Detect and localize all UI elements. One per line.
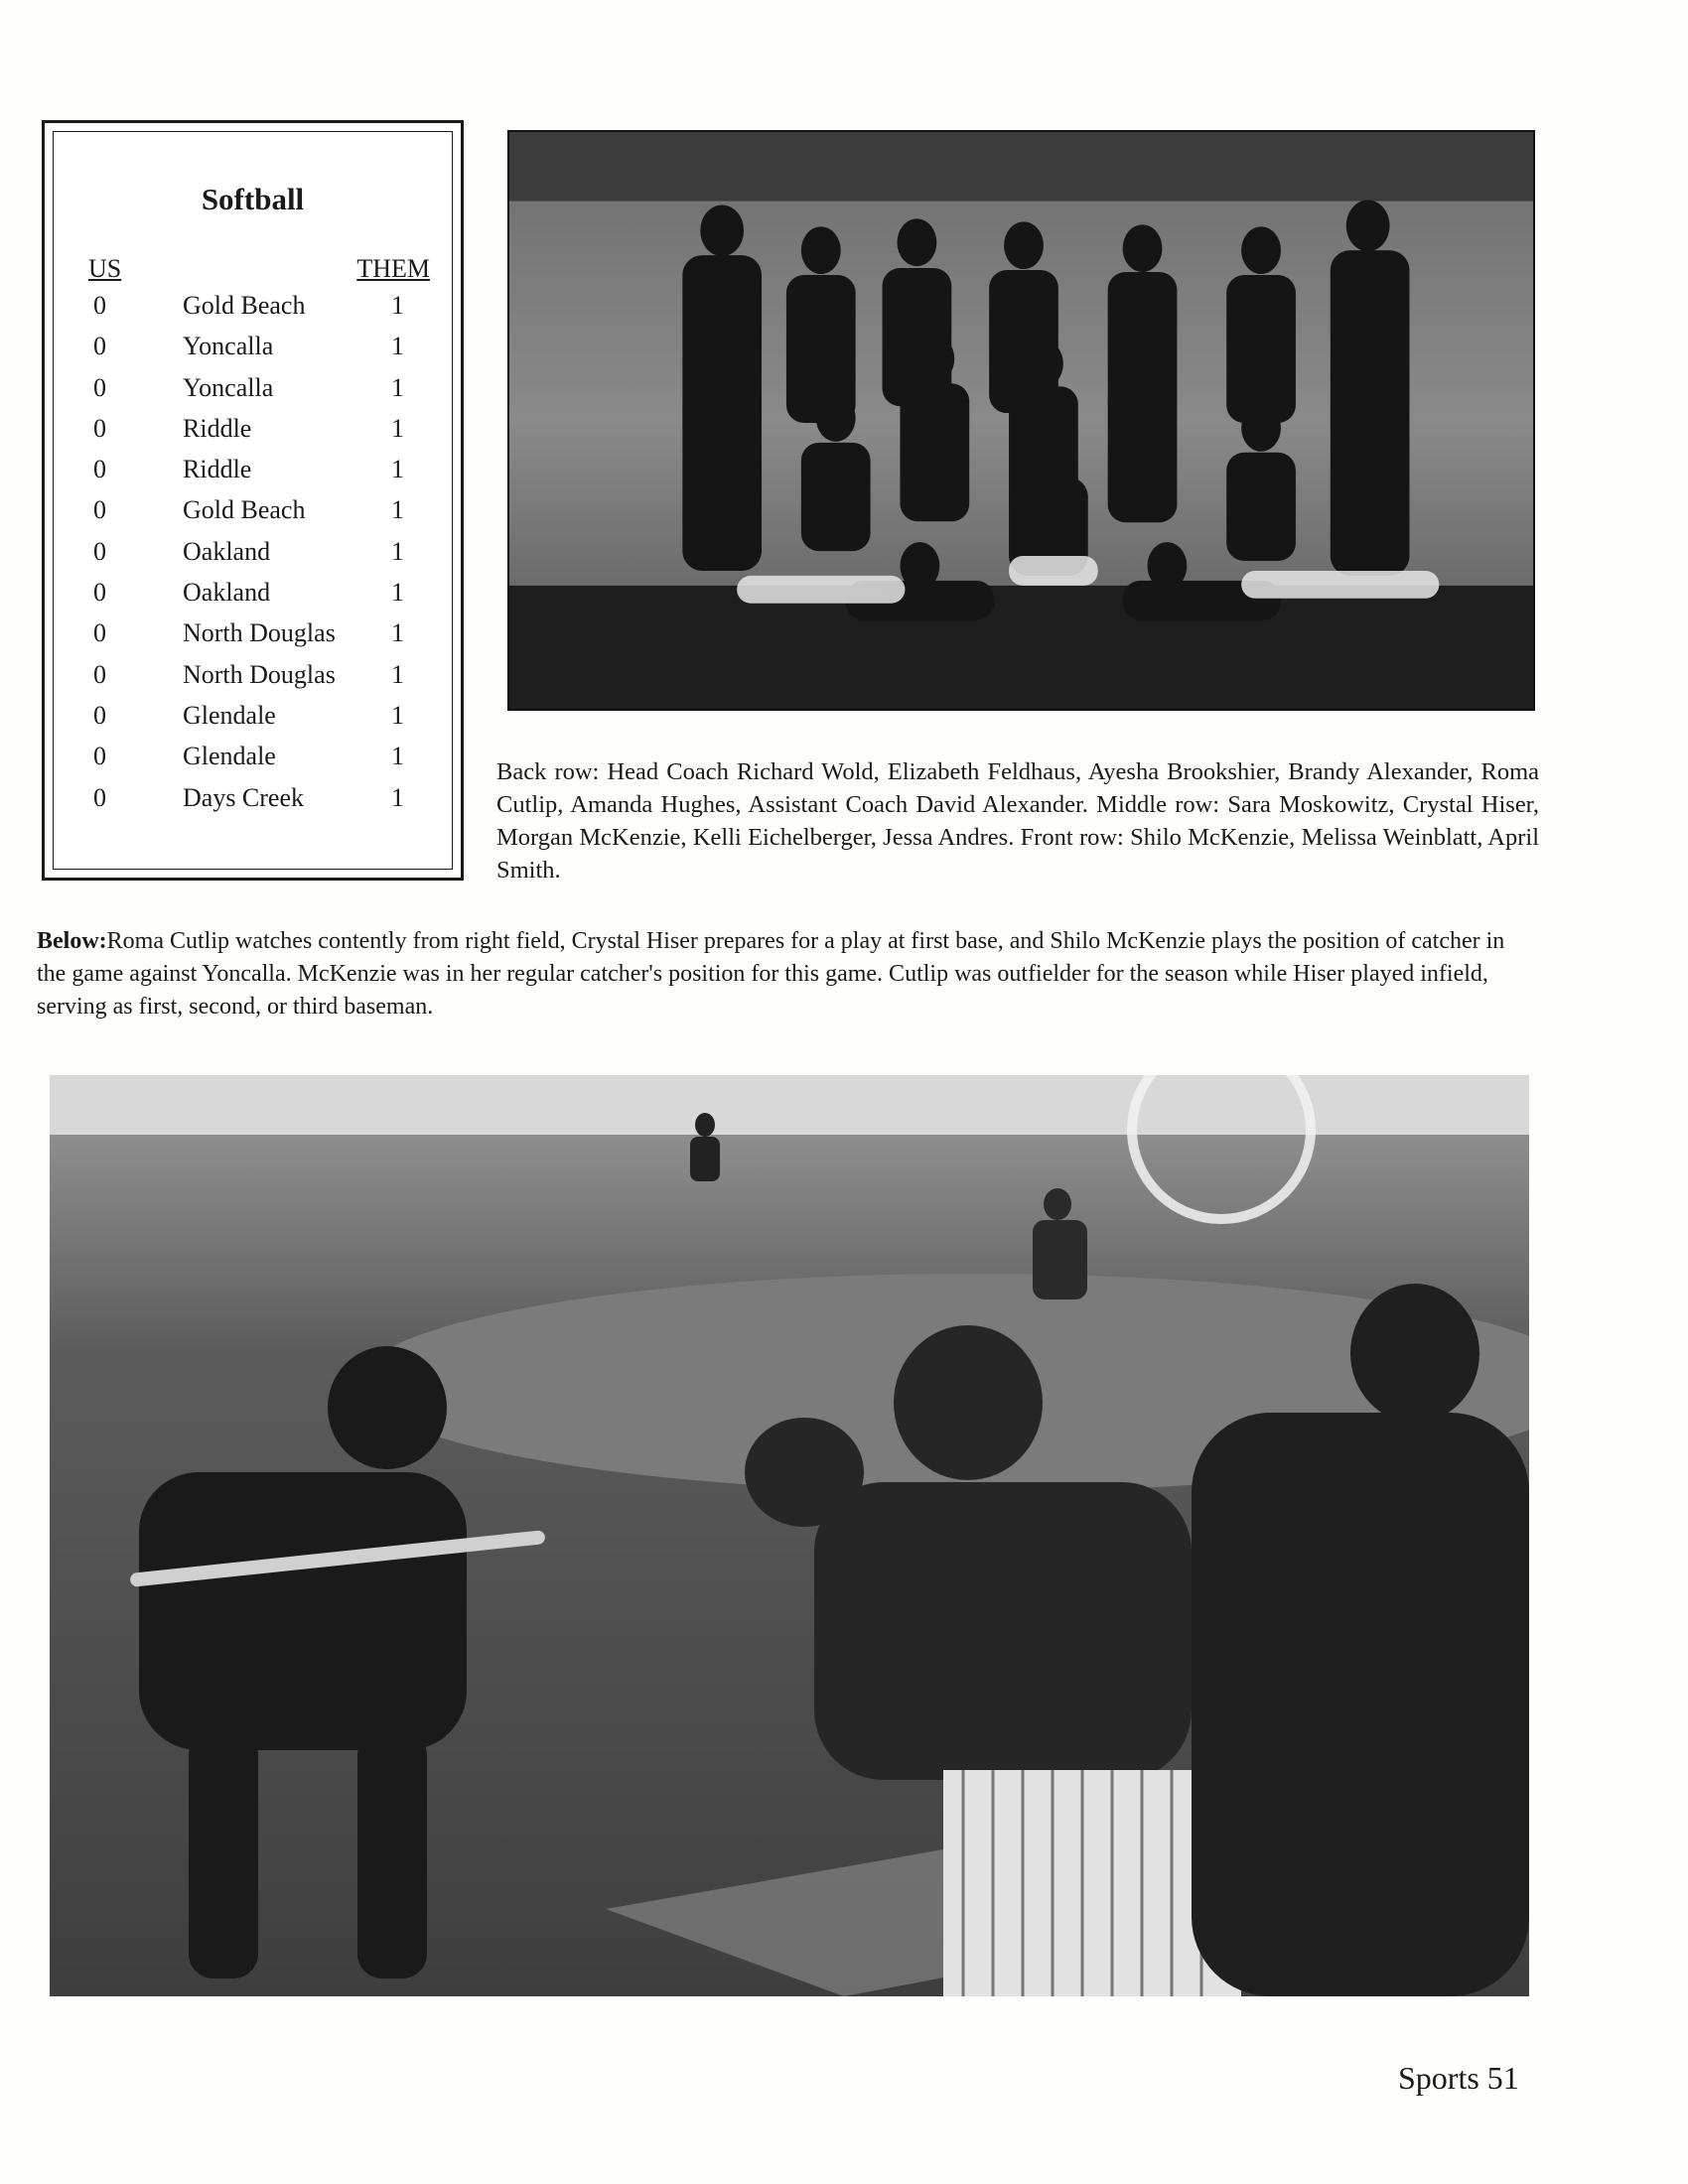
us-score: 0	[93, 372, 106, 402]
opponent-name: North Douglas	[183, 618, 336, 648]
page-footer	[1398, 2060, 1519, 2097]
score-row	[54, 618, 452, 659]
them-score: 1	[391, 291, 404, 320]
opponent-name: Gold Beach	[183, 291, 306, 320]
score-row	[54, 455, 452, 495]
them-score: 1	[391, 782, 404, 812]
team-photo-image	[509, 132, 1533, 709]
us-score: 0	[93, 782, 106, 812]
caption-body: Roma Cutlip watches contently from right field, Crystal Hiser prepares for a play at first base, and Shilo McKenzie plays the position of catcher in the game against Yoncalla. McKenzie was in her regular catcher's position for this game. Cutlip was outfielder for the season while Hiser played infield, serving as first, second, or third baseman.	[37, 928, 1505, 1020]
them-score: 1	[391, 455, 404, 484]
page-number: 51	[1486, 2060, 1519, 2096]
them-score: 1	[391, 659, 404, 689]
score-row	[54, 332, 452, 372]
us-column-header: US	[88, 254, 122, 283]
team-photo	[507, 130, 1535, 711]
them-score: 1	[391, 578, 404, 608]
us-score: 0	[93, 291, 106, 320]
opponent-name: Oakland	[183, 536, 271, 566]
us-score: 0	[93, 332, 106, 361]
us-score: 0	[93, 578, 106, 608]
score-row	[54, 701, 452, 742]
opponent-name: Yoncalla	[183, 372, 274, 402]
us-score: 0	[93, 700, 106, 730]
us-score: 0	[93, 659, 106, 689]
them-column-header: THEM	[356, 254, 430, 283]
game-action-image	[50, 1075, 1529, 1996]
score-rows	[54, 291, 452, 824]
opponent-name: Gold Beach	[183, 495, 306, 525]
score-row	[54, 537, 452, 578]
us-score: 0	[93, 495, 106, 525]
score-row	[54, 783, 452, 824]
scoreboard-inner-border	[53, 131, 453, 870]
them-score: 1	[391, 742, 404, 771]
them-score: 1	[391, 700, 404, 730]
score-row	[54, 660, 452, 701]
them-score: 1	[391, 372, 404, 402]
opponent-name: Riddle	[183, 455, 252, 484]
opponent-name: Yoncalla	[183, 332, 274, 361]
score-row	[54, 578, 452, 618]
them-score: 1	[391, 332, 404, 361]
game-photo-caption	[37, 925, 1536, 1024]
team-photo-caption: Back row: Head Coach Richard Wold, Elizabeth Feldhaus, Ayesha Brookshier, Brandy Alexander, Roma Cutlip, Amanda Hughes, Assistant Coach David Alexander. Middle row: Sara Moskowitz, Crystal Hiser, Morgan McKenzie, Kelli Eichelberger, Jessa Andres. Front row: Shilo McKenzie, Melissa Weinblatt, April Smith.	[496, 758, 1539, 884]
us-score: 0	[93, 536, 106, 566]
score-row	[54, 414, 452, 455]
score-row	[54, 373, 452, 414]
them-score: 1	[391, 536, 404, 566]
opponent-name: Glendale	[183, 742, 276, 771]
opponent-name: Days Creek	[183, 782, 305, 812]
us-score: 0	[93, 413, 106, 443]
score-row	[54, 291, 452, 332]
score-row	[54, 495, 452, 536]
scoreboard-title: Softball	[201, 182, 305, 216]
us-score: 0	[93, 455, 106, 484]
game-action-photo	[50, 1075, 1529, 1996]
opponent-name: Oakland	[183, 578, 271, 608]
them-score: 1	[391, 618, 404, 648]
opponent-name: Glendale	[183, 700, 276, 730]
score-row	[54, 742, 452, 782]
caption-lead: Below:	[37, 928, 107, 954]
them-score: 1	[391, 413, 404, 443]
section-label: Sports	[1398, 2060, 1479, 2096]
softball-scoreboard	[42, 120, 464, 881]
us-score: 0	[93, 618, 106, 648]
us-score: 0	[93, 742, 106, 771]
them-score: 1	[391, 495, 404, 525]
opponent-name: North Douglas	[183, 659, 336, 689]
opponent-name: Riddle	[183, 413, 252, 443]
